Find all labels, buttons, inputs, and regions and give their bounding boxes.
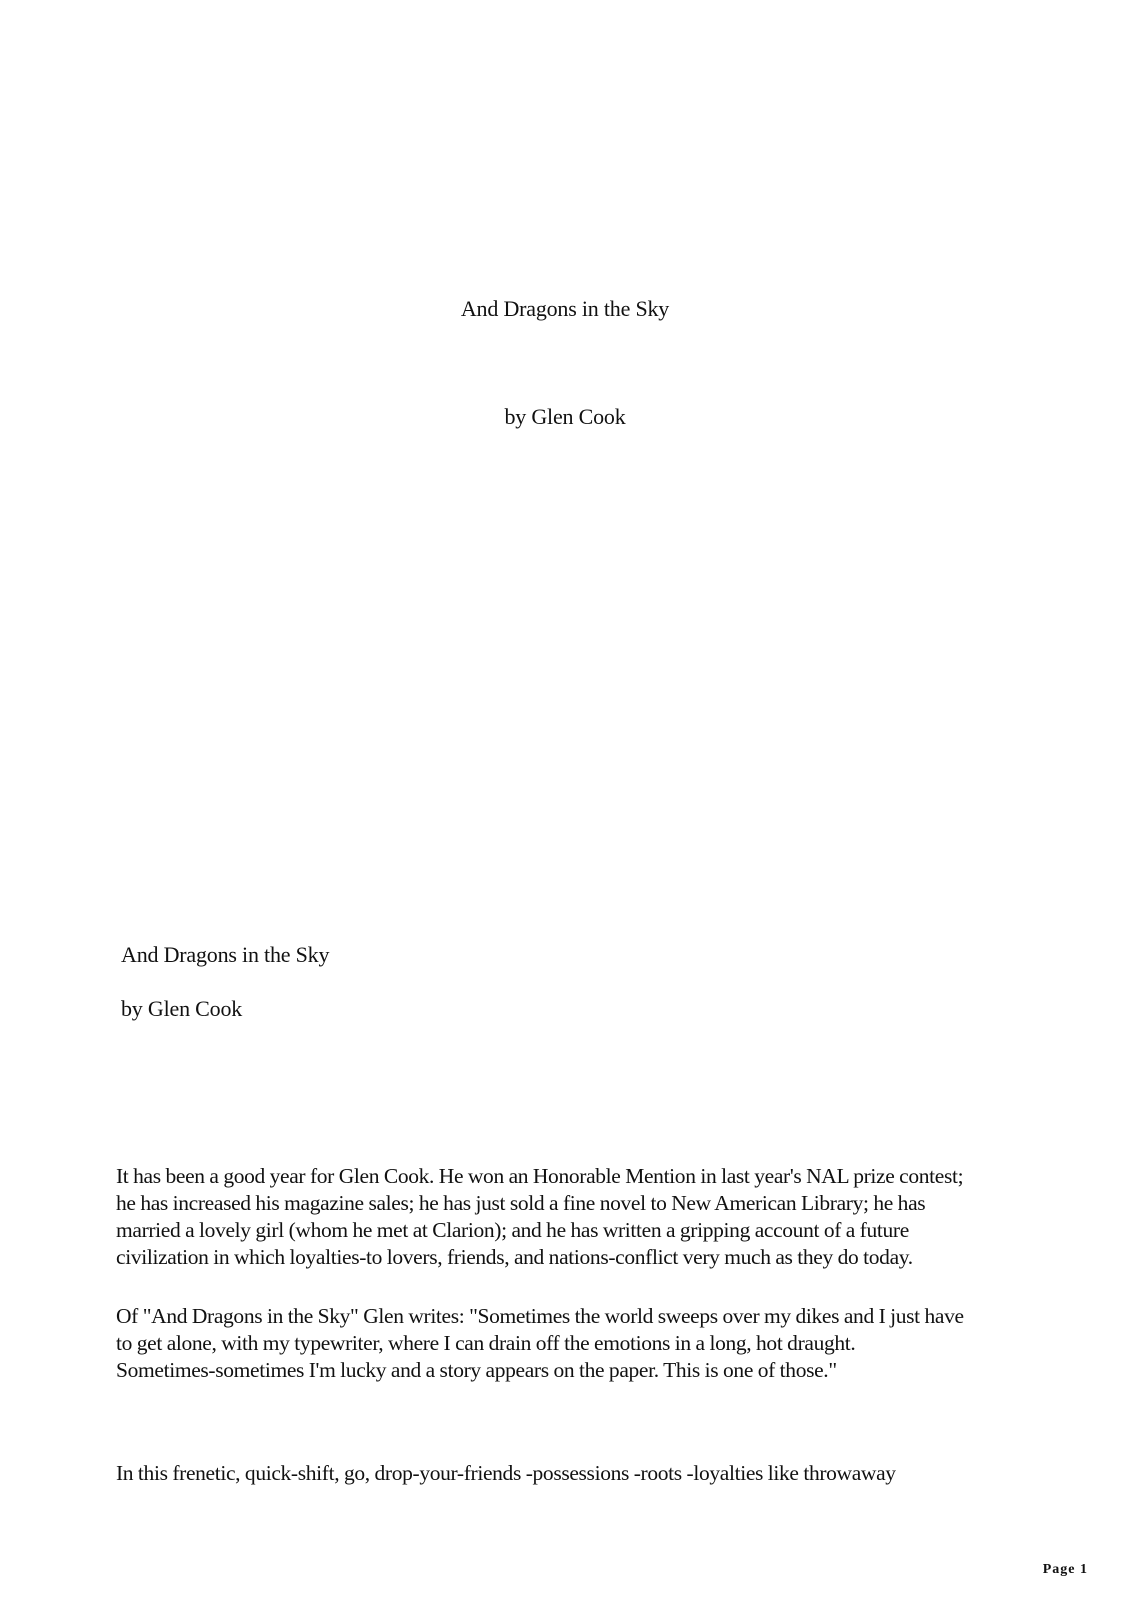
story-title: And Dragons in the Sky bbox=[121, 942, 330, 967]
author-byline-centered: by Glen Cook bbox=[504, 404, 626, 429]
paragraph-line: In this frenetic, quick-shift, go, drop-your-friends -possessions -roots -loyalties like throwaway bbox=[116, 1461, 896, 1485]
story-opening-paragraph bbox=[116, 1460, 1036, 1487]
paragraph-line: civilization in which loyalties-to lovers, friends, and nations-conflict very much as they do today. bbox=[116, 1245, 913, 1269]
paragraph-line: Sometimes-sometimes I'm lucky and a story appears on the paper. This is one of those." bbox=[116, 1358, 837, 1382]
paragraph-line: married a lovely girl (whom he met at Clarion); and he has written a gripping account of a future bbox=[116, 1218, 909, 1242]
story-title-centered: And Dragons in the Sky bbox=[460, 296, 670, 321]
author-byline: by Glen Cook bbox=[121, 996, 243, 1021]
paragraph-line: It has been a good year for Glen Cook. He won an Honorable Mention in last year's NAL prize contest; bbox=[116, 1164, 964, 1188]
intro-paragraph bbox=[116, 1163, 1036, 1271]
paragraph-line: he has increased his magazine sales; he has just sold a fine novel to New American Library; he has bbox=[116, 1191, 926, 1215]
author-quote-paragraph bbox=[116, 1303, 1036, 1384]
paragraph-line: to get alone, with my typewriter, where I can drain off the emotions in a long, hot draught. bbox=[116, 1331, 856, 1355]
page-number: Page 1 bbox=[1042, 1562, 1088, 1577]
paragraph-line: Of "And Dragons in the Sky" Glen writes: "Sometimes the world sweeps over my dikes and I just have bbox=[116, 1304, 964, 1328]
